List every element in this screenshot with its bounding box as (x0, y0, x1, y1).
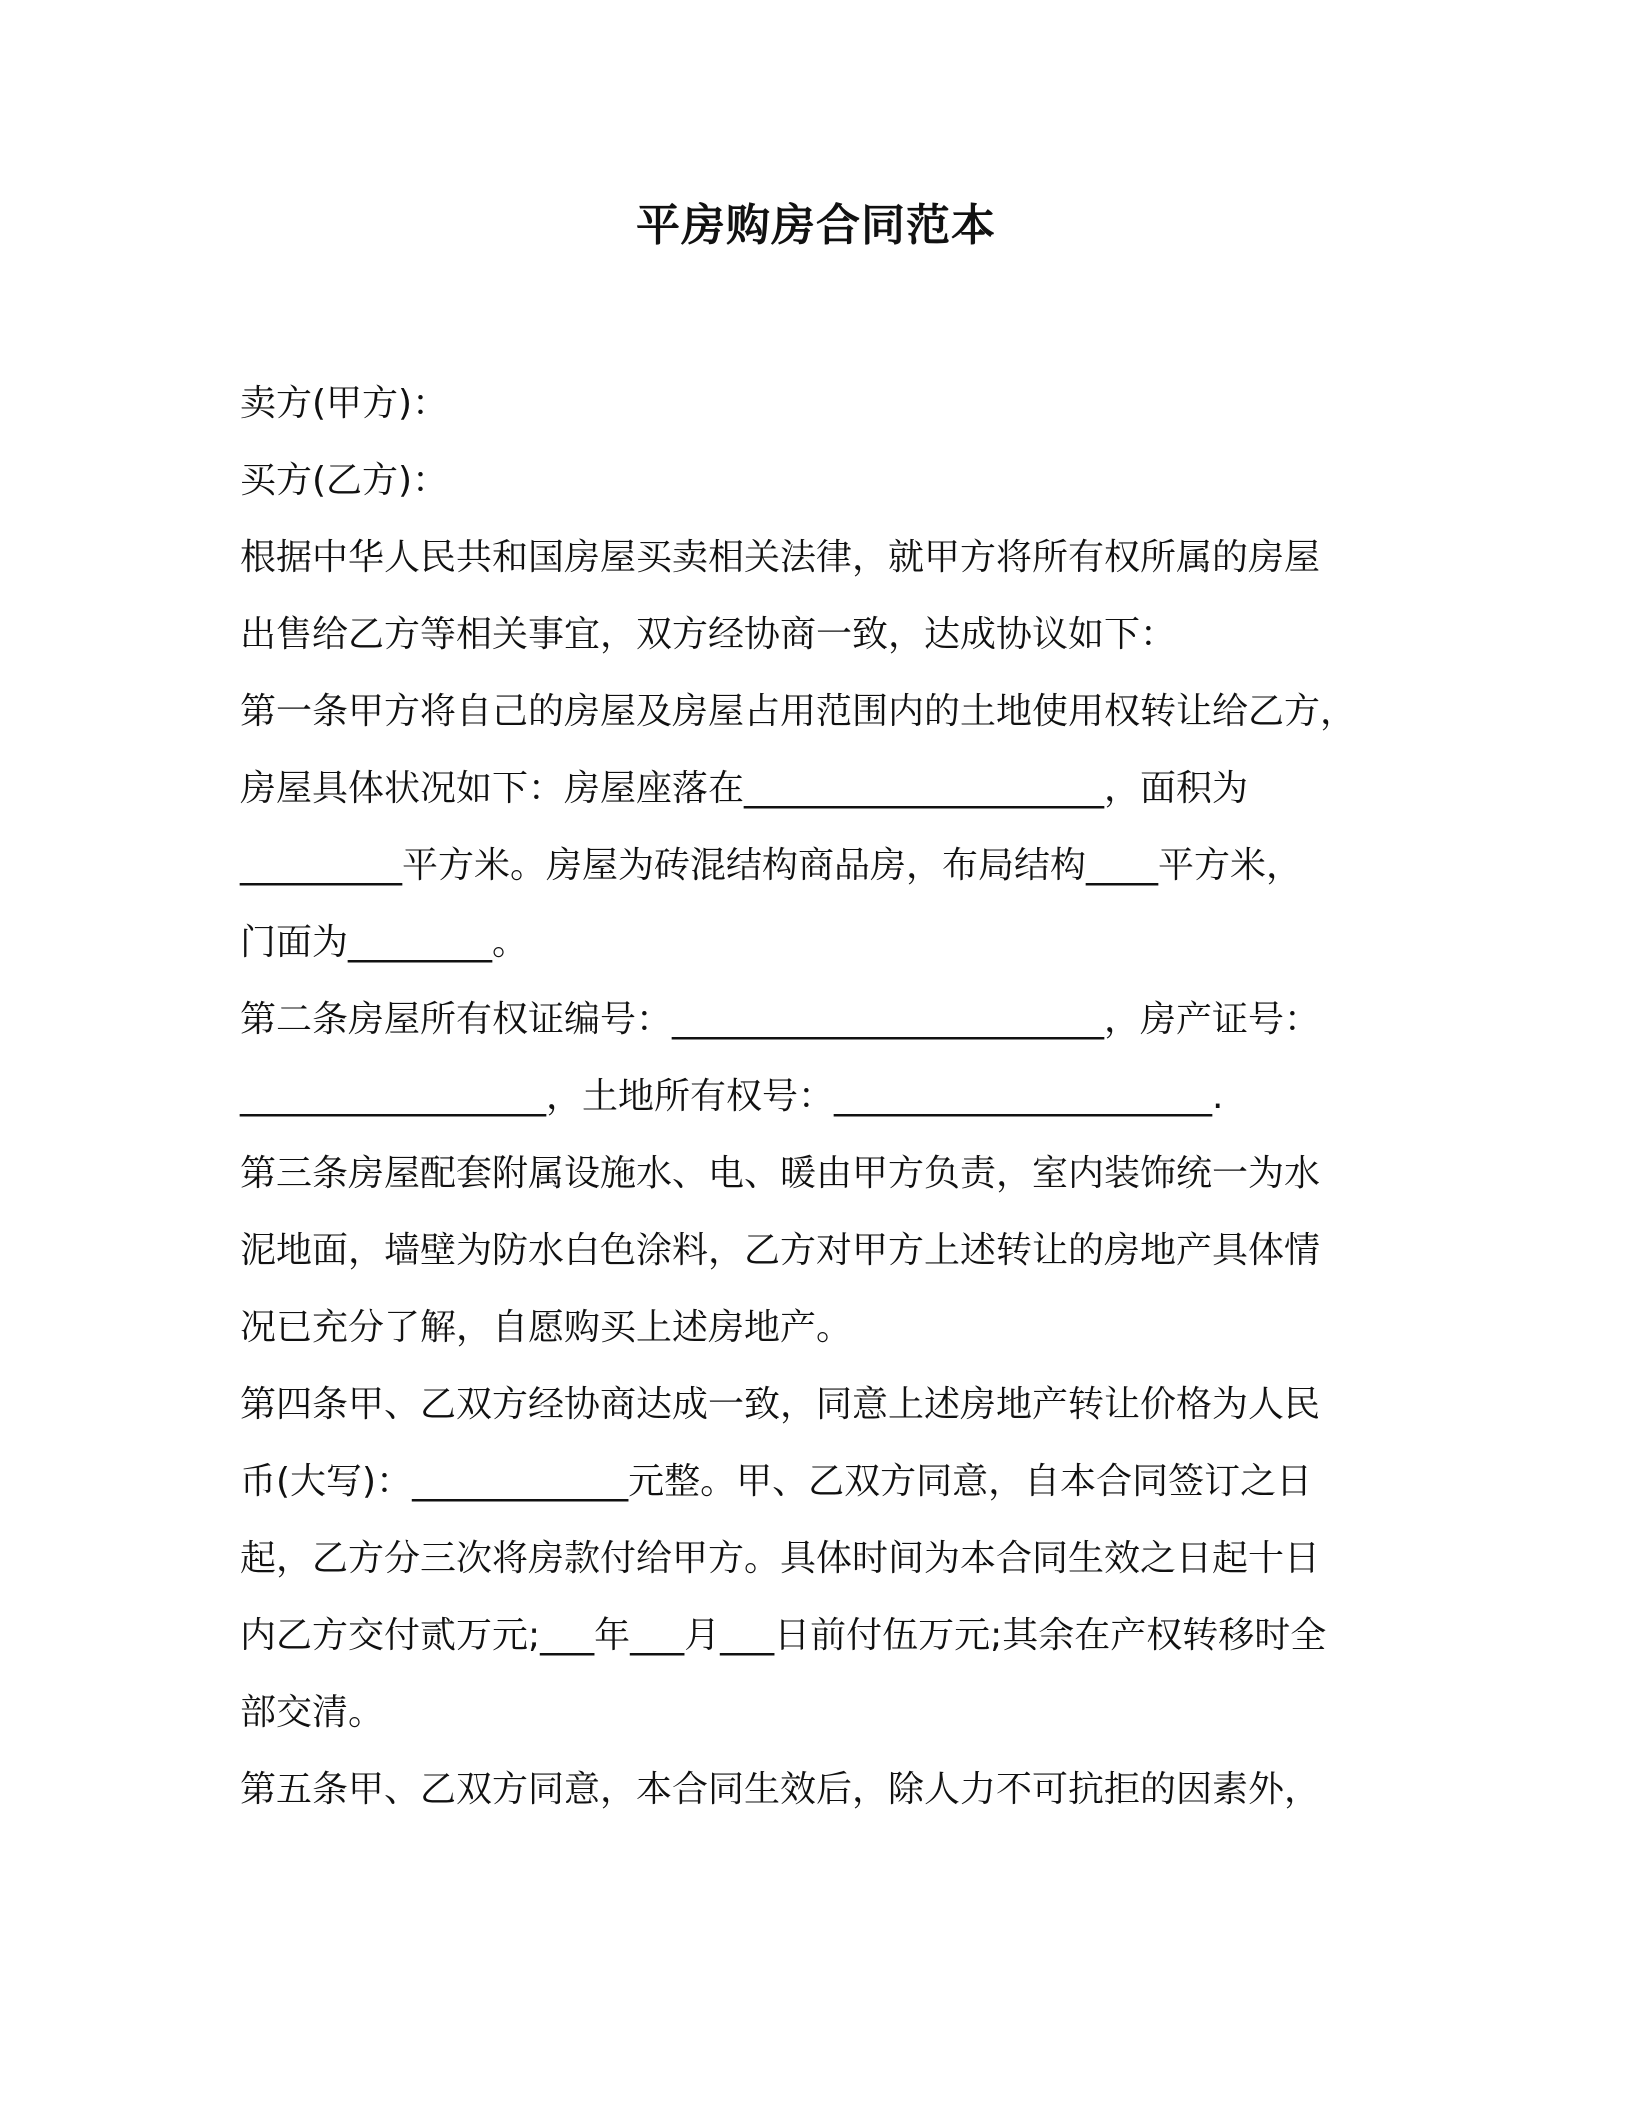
article-4-line: 内乙方交付贰万元;___年___月___日前付伍万元;其余在产权转移时全 (240, 1615, 1327, 1656)
buyer-line: 买方(乙方)： (240, 460, 449, 501)
article-5-line: 第五条甲、乙双方同意，本合同生效后，除人力不可抗拒的因素外， (240, 1769, 1321, 1810)
article-3-line: 第三条房屋配套附属设施水、电、暖由甲方负责，室内装饰统一为水 (240, 1153, 1321, 1194)
preamble-line: 根据中华人民共和国房屋买卖相关法律，就甲方将所有权所属的房屋 (240, 537, 1321, 578)
article-2-line: 第二条房屋所有权证编号：________________________，房产证号： (240, 999, 1321, 1040)
article-3-line: 况已充分了解，自愿购买上述房地产。 (240, 1307, 853, 1348)
article-1-line: _________平方米。房屋为砖混结构商品房，布局结构____平方米， (240, 845, 1303, 886)
article-1-line: 第一条甲方将自己的房屋及房屋占用范围内的土地使用权转让给乙方， (240, 691, 1357, 732)
contract-body (240, 365, 1390, 1828)
article-4-line: 第四条甲、乙双方经协商达成一致，同意上述房地产转让价格为人民 (240, 1384, 1321, 1425)
article-4-line: 起，乙方分三次将房款付给甲方。具体时间为本合同生效之日起十日 (240, 1538, 1321, 1579)
article-1-line: 门面为________。 (240, 922, 529, 963)
seller-line: 卖方(甲方)： (240, 383, 449, 424)
article-4-line: 部交清。 (240, 1692, 385, 1733)
article-3-line: 泥地面，墙壁为防水白色涂料，乙方对甲方上述转让的房地产具体情 (240, 1230, 1321, 1271)
preamble-line: 出售给乙方等相关事宜，双方经协商一致，达成协议如下： (240, 614, 1177, 655)
document-title: 平房购房合同范本 (636, 200, 996, 251)
article-4-line: 币(大写)：____________元整。甲、乙双方同意，自本合同签订之日 (240, 1461, 1313, 1502)
article-2-line: _________________，土地所有权号：_____________________. (240, 1076, 1224, 1117)
article-1-line: 房屋具体状况如下：房屋座落在____________________，面积为 (240, 768, 1249, 809)
